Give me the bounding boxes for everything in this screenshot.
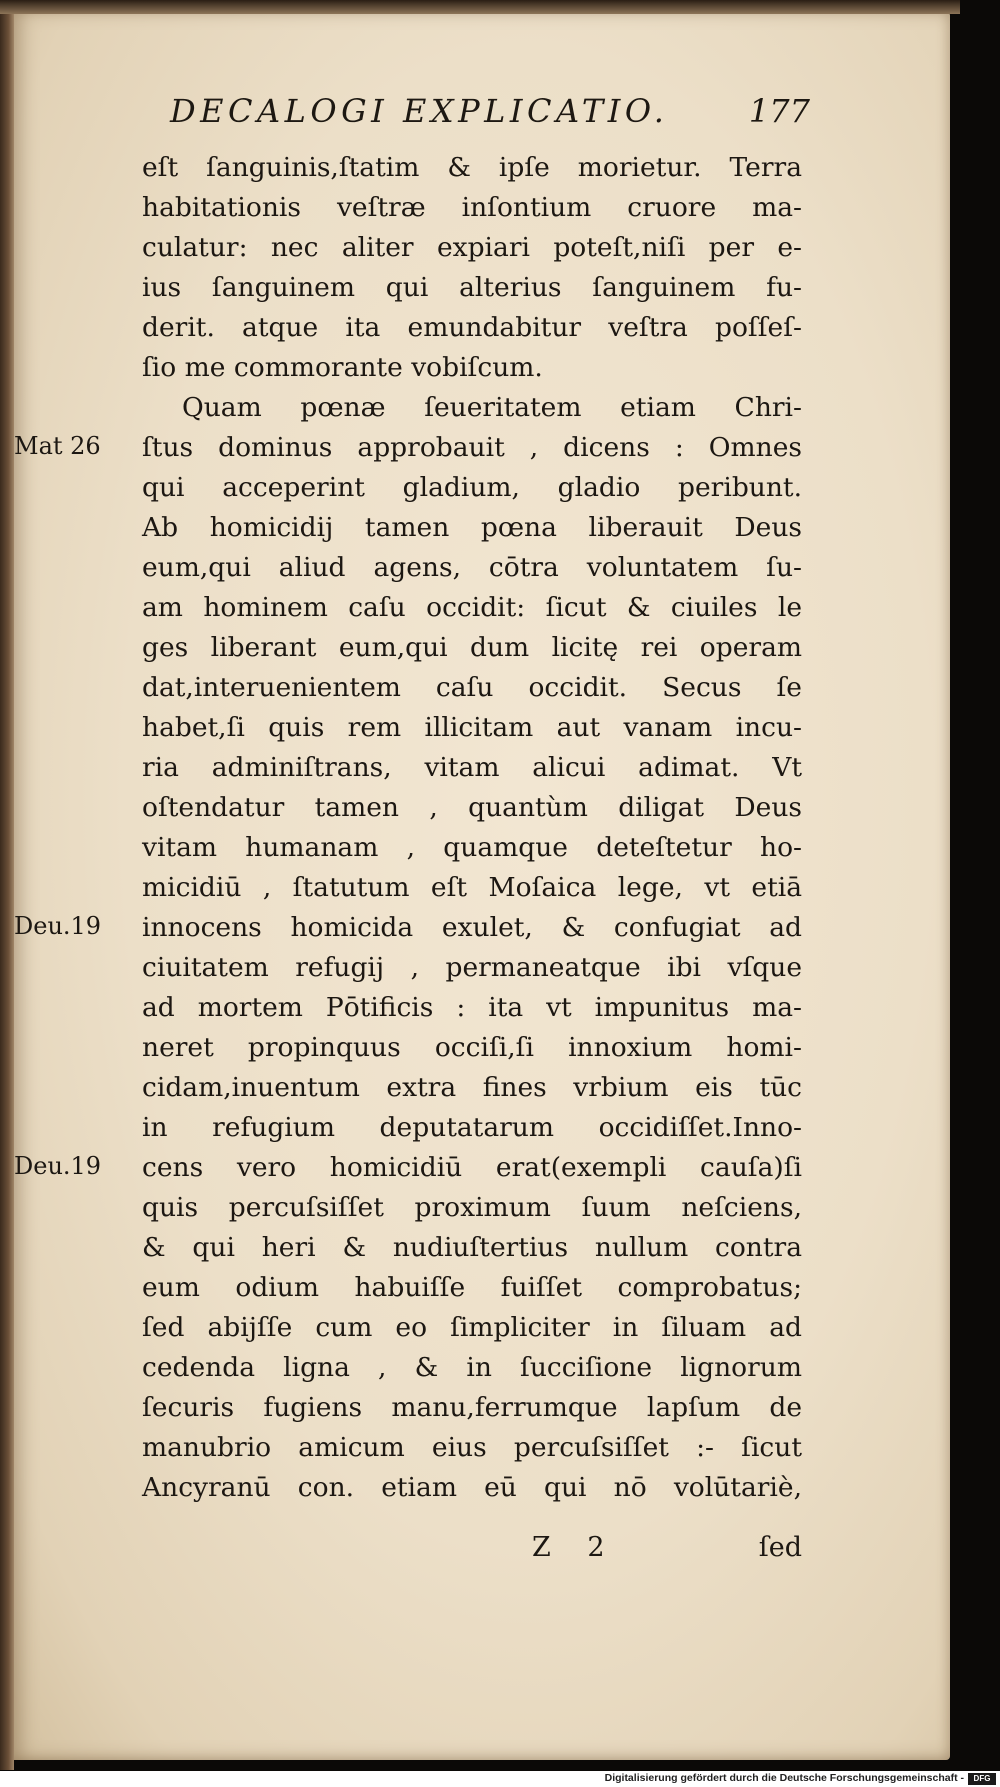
- page-top-edge: [0, 0, 960, 14]
- text-line: Ancyranū con. etiam eū qui nō volūtariè,: [142, 1472, 802, 1503]
- book-page: [10, 10, 950, 1760]
- text-line: cedenda ligna , & in ſucciſione lignorum: [142, 1352, 802, 1383]
- text-line: cens vero homicidiū erat(exempli cauſa)ſi: [142, 1152, 802, 1183]
- text-line: ſtus dominus approbauit , dicens : Omnes: [142, 432, 802, 463]
- text-line: Quam pœnæ ſeueritatem etiam Chri-: [182, 392, 802, 423]
- text-line: eſt ſanguinis,ſtatim & ipſe morietur. Terra: [142, 152, 802, 183]
- margin-reference: Mat 26: [14, 432, 101, 460]
- running-head: DECALOGI EXPLICATIO.: [170, 92, 669, 130]
- text-line: & qui heri & nudiuſtertius nullum contra: [142, 1232, 802, 1263]
- text-line: ſed abijſſe cum eo ſimpliciter in ſiluam ad: [142, 1312, 802, 1343]
- text-line: manubrio amicum eius percuſsiſſet :- ſicut: [142, 1432, 802, 1463]
- text-block: [142, 148, 802, 1508]
- text-line: in refugium deputatarum occidiſſet.Inno-: [142, 1112, 802, 1143]
- text-line: innocens homicida exulet, & confugiat ad: [142, 912, 802, 943]
- page-gutter-edge: [0, 0, 14, 1770]
- text-line: habet,ſi quis rem illicitam aut vanam incu-: [142, 712, 802, 743]
- dfg-logo: DFG: [968, 1773, 996, 1785]
- margin-reference: Deu.19: [14, 1152, 102, 1180]
- text-line: ius ſanguinem qui alterius ſanguinem fu-: [142, 272, 802, 303]
- text-line: eum odium habuiſſe fuiſſet comprobatus;: [142, 1272, 802, 1303]
- text-line: ges liberant eum,qui dum licitę rei operam: [142, 632, 802, 663]
- catchword: ſed: [758, 1532, 802, 1563]
- digitization-credit-bar: [0, 1771, 1000, 1787]
- text-line: Ab homicidij tamen pœna liberauit Deus: [142, 512, 802, 543]
- page-header: [170, 82, 810, 142]
- text-line: ria adminiſtrans, vitam alicui adimat. Vt: [142, 752, 802, 783]
- text-line: ſecuris fugiens manu,ferrumque lapſum de: [142, 1392, 802, 1423]
- text-line: cidam,inuentum extra fines vrbium eis tūc: [142, 1072, 802, 1103]
- text-line: ad mortem Pōtificis : ita vt impunitus ma-: [142, 992, 802, 1023]
- text-line: oſtendatur tamen , quantùm diligat Deus: [142, 792, 802, 823]
- text-line: micidiū , ſtatutum eſt Moſaica lege, vt etiā: [142, 872, 802, 903]
- text-line: ciuitatem refugij , permaneatque ibi vſque: [142, 952, 802, 983]
- page-number: 177: [748, 92, 810, 130]
- text-line: culatur: nec aliter expiari poteſt,niſi per e-: [142, 232, 802, 263]
- text-line: habitationis veſtræ inſontium cruore ma-: [142, 192, 802, 223]
- text-line: vitam humanam , quamque deteſtetur ho-: [142, 832, 802, 863]
- text-line: am hominem caſu occidit: ſicut & ciuiles le: [142, 592, 802, 623]
- page-footer: [142, 1532, 802, 1572]
- text-line: ſio me commorante vobiſcum.: [142, 352, 543, 383]
- signature-mark: Z 2: [532, 1532, 619, 1563]
- text-line: qui acceperint gladium, gladio peribunt.: [142, 472, 802, 503]
- text-line: dat,interuenientem caſu occidit. Secus ſe: [142, 672, 802, 703]
- margin-reference: Deu.19: [14, 912, 102, 940]
- text-line: neret propinquus occiſi,ſi innoxium homi-: [142, 1032, 802, 1063]
- digitization-credit-text: Digitalisierung gefördert durch die Deutsche Forschungsgemeinschaft -: [604, 1772, 964, 1784]
- text-line: derit. atque ita emundabitur veſtra poſſeſ-: [142, 312, 802, 343]
- text-line: quis percuſsiſſet proximum ſuum neſciens,: [142, 1192, 802, 1223]
- text-line: eum,qui aliud agens, cōtra voluntatem ſu-: [142, 552, 802, 583]
